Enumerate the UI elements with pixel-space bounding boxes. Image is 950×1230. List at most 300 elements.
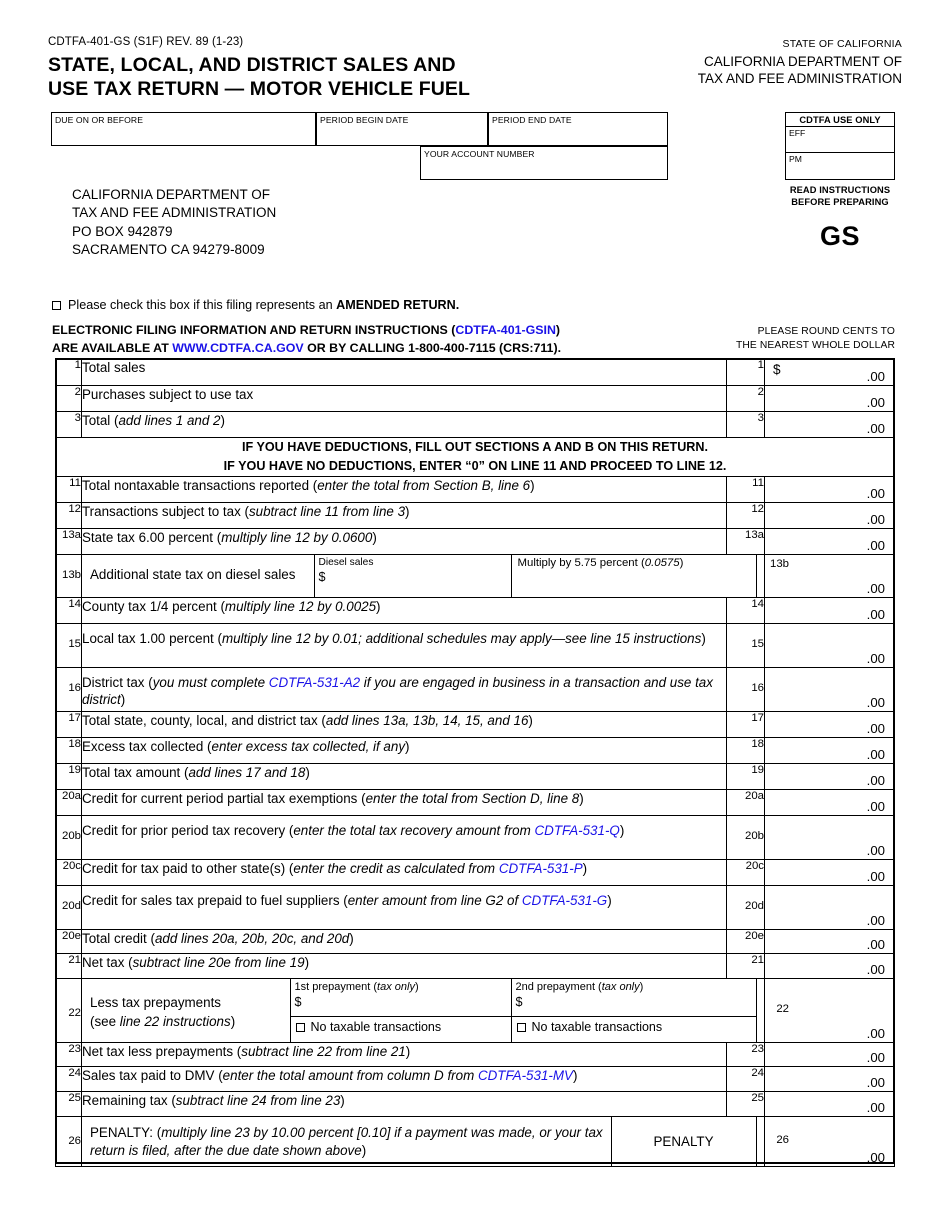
row-15-desc-a: Local tax 1.00 percent ( (82, 630, 222, 646)
row-19-desc-a: Total tax amount ( (82, 764, 189, 780)
efile-line-1 (52, 322, 561, 340)
electronic-filing-info (52, 322, 561, 358)
row-20c-cents: .00 (866, 868, 885, 884)
due-on-or-before-field[interactable] (51, 112, 316, 146)
row-22-no-taxable-2-cell[interactable] (511, 1017, 756, 1042)
table-row (56, 1042, 895, 1066)
row-14-cents: .00 (866, 606, 885, 622)
row-19-desc-i: add lines 17 and 18 (188, 764, 306, 780)
row-13a-desc-i: multiply line 12 by 0.0600 (221, 529, 373, 545)
row-20c-desc-link[interactable]: CDTFA-531-P (498, 860, 583, 876)
table-row (56, 359, 895, 386)
row-16-desc-link[interactable]: CDTFA-531-A2 (268, 674, 361, 690)
row-13b-diesel-label-text: Diesel sales (318, 556, 374, 568)
deductions-note-line-1: IF YOU HAVE DEDUCTIONS, FILL OUT SECTIONS A AND B ON THIS RETURN. (242, 440, 708, 454)
row-24-amount-field[interactable] (765, 1066, 895, 1091)
account-number-label: YOUR ACCOUNT NUMBER (424, 149, 535, 159)
address-line-4: SACRAMENTO CA 94279-8009 (72, 242, 265, 258)
table-row (56, 929, 895, 953)
row-17-description (82, 711, 727, 737)
row-16-desc-i2: if you are engaged in business in a transaction and use tax district (82, 674, 713, 708)
row-20e-desc-i: add lines 20a, 20b, 20c, and 20d (154, 930, 350, 946)
row-19-number: 19 (56, 763, 82, 789)
efile-l1-b: ) (555, 323, 561, 337)
efile-line-2 (52, 340, 561, 358)
no-taxable-transactions-label-1: No taxable transactions (310, 1020, 442, 1035)
row-15-description (82, 623, 727, 667)
row-20a-number: 20a (56, 789, 82, 815)
row-20e-number: 20e (56, 929, 82, 953)
row-14-amount-field[interactable] (765, 597, 895, 623)
table-row (56, 815, 895, 859)
efile-l2-b: OR BY CALLING 1-800-400-7115 (CRS:711). (303, 340, 562, 355)
row-19-amount-field[interactable] (765, 763, 895, 789)
row-11-desc-i: enter the total from Section B, line 6 (317, 477, 531, 493)
row-19-description (82, 763, 727, 789)
address-line-1: CALIFORNIA DEPARTMENT OF (72, 187, 271, 202)
row-13b-inner-table (82, 555, 794, 597)
row-22-p1-a: 1st prepayment ( (294, 980, 378, 993)
row-20c-desc-b: ) (582, 860, 588, 876)
row-15-desc-i: multiply line 12 by 0.01; additional schedules may apply—see line 15 instructions (221, 630, 702, 646)
table-row (56, 859, 895, 885)
row-22-desc-b-b: ) (230, 1014, 236, 1030)
row-20a-description (82, 789, 727, 815)
efile-l2-a: ARE AVAILABLE AT (52, 340, 173, 355)
table-row (56, 763, 895, 789)
table-row (56, 711, 895, 737)
table-row (56, 667, 895, 711)
pm-label: PM (789, 154, 802, 164)
row-25-number: 25 (56, 1091, 82, 1116)
row-26-lineref: 26 (756, 1117, 794, 1166)
row-13a-number: 13a (56, 528, 82, 554)
table-row (56, 789, 895, 815)
row-20d-amount-field[interactable] (765, 885, 895, 929)
row-24-desc-a: Sales tax paid to DMV ( (82, 1067, 223, 1083)
row-13b-mult-a: Multiply by 5.75 percent ( (517, 556, 645, 569)
row-13b-mult-i: 0.0575 (644, 556, 680, 569)
row-25-lineref: 25 (727, 1091, 765, 1116)
row-21-desc-i: subtract line 20e from line 19 (132, 954, 305, 970)
row-12-desc-b: ) (405, 503, 410, 519)
rounding-note (736, 325, 895, 353)
row-1-amount-field[interactable] (765, 359, 895, 386)
row-14-number: 14 (56, 597, 82, 623)
table-row (56, 476, 895, 502)
row-20c-desc-i1: enter the credit as calculated from (293, 860, 499, 876)
row-20b-amount-field[interactable] (765, 815, 895, 859)
row-20c-amount-field[interactable] (765, 859, 895, 885)
row-22-inner-table (82, 979, 794, 1042)
table-row (56, 412, 895, 438)
row-22-prepayment-2-label (512, 979, 756, 1010)
row-12-number: 12 (56, 502, 82, 528)
row-11-number: 11 (56, 476, 82, 502)
due-on-or-before-label: DUE ON OR BEFORE (55, 115, 144, 125)
row-25-amount-field[interactable] (765, 1091, 895, 1116)
row-20b-cents: .00 (866, 842, 885, 858)
row-20b-lineref: 20b (727, 815, 765, 859)
row-20b-desc-i1: enter the total tax recovery amount from (293, 822, 535, 838)
table-row (56, 737, 895, 763)
row-1-cents: .00 (866, 369, 885, 384)
row-20e-amount-field[interactable] (765, 929, 895, 953)
row-11-lineref: 11 (727, 476, 765, 502)
row-15-cents: .00 (866, 650, 885, 666)
row-22-composite-cell (82, 978, 789, 1042)
cdtfa-use-only-block (785, 112, 895, 252)
row-21-number: 21 (56, 953, 82, 978)
row-22-desc-b-a: (see (90, 1014, 120, 1030)
row-18-cents: .00 (866, 746, 885, 762)
row-13a-amount-field[interactable] (765, 528, 895, 554)
table-row (56, 554, 895, 597)
deductions-note-line-2: IF YOU HAVE NO DEDUCTIONS, ENTER “0” ON LINE 11 AND PROCEED TO LINE 12. (223, 458, 727, 473)
agency-block (698, 38, 902, 87)
row-16-description (82, 667, 727, 711)
address-line-3: PO BOX 942879 (72, 223, 173, 239)
row-20e-desc-a: Total credit ( (82, 930, 155, 946)
table-row (56, 502, 895, 528)
mailing-address (72, 186, 276, 260)
row-3-desc-i: add lines 1 and 2 (118, 413, 221, 428)
row-20a-cents: .00 (866, 798, 885, 814)
row-13b-multiplier-label (511, 555, 756, 597)
row-14-desc-a: County tax 1/4 percent ( (82, 598, 225, 614)
row-22-p2-i: tax only (601, 980, 640, 993)
row-20e-lineref: 20e (727, 929, 765, 953)
deductions-note (56, 438, 895, 477)
efile-l1-link[interactable]: CDTFA-401-GSIN (455, 323, 556, 337)
row-23-number: 23 (56, 1042, 82, 1066)
row-20a-desc-i: enter the total from Section D, line 8 (365, 790, 580, 806)
amended-return-row (52, 298, 459, 312)
row-22-cents: .00 (866, 1025, 885, 1041)
read-instructions-note (785, 185, 895, 208)
row-20d-lineref: 20d (727, 885, 765, 929)
row-20c-number: 20c (56, 859, 82, 885)
table-row (56, 1066, 895, 1091)
row-22-p2-a: 2nd prepayment ( (515, 980, 602, 993)
row-2-amount-field[interactable] (765, 386, 895, 412)
form-header (48, 36, 902, 102)
row-14-desc-b: ) (376, 598, 381, 614)
row-12-desc-a: Transactions subject to tax ( (82, 503, 249, 519)
row-20c-desc-a: Credit for tax paid to other state(s) ( (82, 860, 294, 876)
row-25-cents: .00 (866, 1099, 885, 1115)
row-12-desc-i: subtract line 11 from line 3 (248, 503, 406, 519)
row-2-cents: .00 (866, 395, 885, 410)
row-22-p2-b: ) (639, 980, 644, 993)
table-row (56, 623, 895, 667)
row-26-description (82, 1117, 611, 1166)
row-1-desc-text: Total sales (82, 360, 146, 375)
row-18-desc-b: ) (405, 738, 410, 754)
row-3-number: 3 (56, 412, 82, 438)
row-23-amount-field[interactable] (765, 1042, 895, 1066)
row-1-description (82, 359, 727, 386)
row-20d-description (82, 885, 727, 929)
row-15-lineref: 15 (727, 623, 765, 667)
row-18-description (82, 737, 727, 763)
table-row (56, 1091, 895, 1116)
row-26-amount-field[interactable] (765, 1116, 895, 1166)
row-23-lineref: 23 (727, 1042, 765, 1066)
eff-label: EFF (789, 128, 806, 138)
row-22-p1-dollar: $ (294, 994, 302, 1009)
efile-l1-a: ELECTRONIC FILING INFORMATION AND RETURN INSTRUCTIONS ( (52, 323, 456, 337)
row-12-description (82, 502, 727, 528)
row-21-cents: .00 (866, 961, 885, 977)
row-3-cents: .00 (866, 421, 885, 436)
state-of-california-label: STATE OF CALIFORNIA (782, 38, 902, 50)
row-12-cents: .00 (866, 511, 885, 527)
row-23-desc-i: subtract line 22 from line 21 (241, 1043, 406, 1059)
row-22-description (82, 979, 290, 1042)
row-20e-description (82, 929, 727, 953)
row-25-desc-i: subtract line 24 from line 23 (175, 1092, 341, 1108)
row-22-prepayment-1-label (291, 979, 511, 1010)
row-20d-desc-a: Credit for sales tax prepaid to fuel suppliers ( (82, 892, 348, 908)
account-number-field[interactable] (420, 146, 668, 180)
row-13a-desc-a: State tax 6.00 percent ( (82, 529, 222, 545)
row-22-amount-field[interactable] (765, 978, 895, 1042)
row-3-lineref: 3 (727, 412, 765, 438)
row-20d-desc-link[interactable]: CDTFA-531-G (521, 892, 608, 908)
row-16-number: 16 (56, 667, 82, 711)
row-23-description (82, 1042, 727, 1066)
row-3-desc-a: Total ( (82, 413, 119, 428)
row-22-number: 22 (56, 978, 82, 1042)
row-3-amount-field[interactable] (765, 412, 895, 438)
row-20a-desc-a: Credit for current period partial tax exemptions ( (82, 790, 366, 806)
row-25-desc-b: ) (340, 1092, 345, 1108)
table-row (56, 978, 895, 1042)
row-20c-lineref: 20c (727, 859, 765, 885)
table-row (56, 528, 895, 554)
row-20c-description (82, 859, 727, 885)
row-16-amount-field[interactable] (765, 667, 895, 711)
row-13b-composite-cell (82, 554, 789, 597)
row-13b-diesel-sales-field[interactable] (314, 555, 511, 597)
row-17-number: 17 (56, 711, 82, 737)
row-17-desc-b: ) (528, 712, 533, 728)
row-17-cents: .00 (866, 720, 885, 736)
period-end-date-field[interactable] (488, 112, 668, 146)
row-11-desc-a: Total nontaxable transactions reported ( (82, 477, 318, 493)
row-22-desc-b (90, 1012, 284, 1031)
row-26-penalty-label: PENALTY (611, 1117, 756, 1166)
row-24-desc-link[interactable]: CDTFA-531-MV (477, 1067, 573, 1083)
row-24-desc-i1: enter the total amount from column D from (222, 1067, 478, 1083)
row-15-number: 15 (56, 623, 82, 667)
title-line-1: STATE, LOCAL, AND DISTRICT SALES AND (48, 54, 456, 76)
row-20b-desc-link[interactable]: CDTFA-531-Q (534, 822, 620, 838)
row-19-cents: .00 (866, 772, 885, 788)
row-14-lineref: 14 (727, 597, 765, 623)
row-21-description (82, 953, 727, 978)
department-line-1: CALIFORNIA DEPARTMENT OF (703, 54, 902, 69)
row-2-description (82, 386, 727, 412)
row-22-p2-dollar: $ (515, 994, 523, 1009)
pm-field[interactable] (786, 153, 894, 179)
row-16-cents: .00 (866, 694, 885, 710)
row-18-amount-field[interactable] (765, 737, 895, 763)
row-13b-number: 13b (56, 554, 82, 597)
read-instructions-line-2: BEFORE PREPARING (791, 196, 889, 207)
tax-return-table (55, 358, 895, 1167)
row-19-lineref: 19 (727, 763, 765, 789)
cdtfa-use-only-title: CDTFA USE ONLY (786, 113, 894, 127)
row-22-desc-b-i: line 22 instructions (119, 1014, 231, 1030)
period-begin-date-label: PERIOD BEGIN DATE (320, 115, 409, 125)
row-24-cents: .00 (866, 1074, 885, 1090)
row-20b-description (82, 815, 727, 859)
cdtfa-use-only-box (785, 112, 895, 180)
row-22-prepayment-1-field[interactable] (290, 979, 511, 1017)
period-end-date-label: PERIOD END DATE (492, 115, 572, 125)
row-18-desc-i: enter excess tax collected, if any (211, 738, 406, 754)
row-16-desc-b: ) (120, 692, 126, 708)
row-15-desc-b: ) (701, 630, 706, 646)
row-13b-cents: .00 (866, 580, 885, 596)
row-20b-number: 20b (56, 815, 82, 859)
table-row (56, 953, 895, 978)
rounding-note-line-2: THE NEAREST WHOLE DOLLAR (736, 339, 895, 351)
table-row (56, 386, 895, 412)
rounding-note-line-1: PLEASE ROUND CENTS TO (757, 326, 895, 337)
eff-field[interactable] (786, 127, 894, 153)
row-3-desc-b: ) (220, 413, 225, 428)
row-20a-desc-b: ) (579, 790, 584, 806)
row-22-no-taxable-1-cell[interactable] (290, 1017, 511, 1042)
row-21-desc-a: Net tax ( (82, 954, 133, 970)
row-1-number: 1 (56, 359, 82, 386)
form-code-gs: GS (819, 221, 860, 252)
row-13a-lineref: 13a (727, 528, 765, 554)
row-20a-lineref: 20a (727, 789, 765, 815)
row-22-desc-a: Less tax prepayments (90, 994, 221, 1010)
row-18-number: 18 (56, 737, 82, 763)
amended-return-text-normal: Please check this box if this filing represents an (68, 298, 333, 312)
row-13b-description: Additional state tax on diesel sales (82, 555, 314, 597)
table-row (56, 1116, 895, 1166)
address-line-2: TAX AND FEE ADMINISTRATION (72, 205, 277, 221)
row-13b-mult-b: ) (679, 556, 684, 569)
row-20d-cents: .00 (866, 912, 885, 928)
row-12-amount-field[interactable] (765, 502, 895, 528)
no-taxable-transactions-checkbox-2[interactable] (517, 1023, 526, 1032)
row-2-lineref: 2 (727, 386, 765, 412)
row-13a-cents: .00 (866, 537, 885, 553)
row-13b-lineref: 13b (756, 555, 794, 597)
row-13b-amount-field[interactable] (765, 554, 895, 597)
row-26-desc-i: multiply line 23 by 10.00 percent [0.10] if a payment was made, or your tax return is filed, after the due date shown above (90, 1124, 603, 1158)
row-11-amount-field[interactable] (765, 476, 895, 502)
row-16-lineref: 16 (727, 667, 765, 711)
row-22-p1-i: tax only (377, 980, 415, 993)
row-26-desc-a: PENALTY: ( (90, 1124, 162, 1140)
amended-return-text (68, 298, 459, 312)
row-26-composite-cell (82, 1116, 789, 1166)
no-taxable-transactions-checkbox-1[interactable] (296, 1023, 305, 1032)
period-begin-date-field[interactable] (316, 112, 488, 146)
row-24-description (82, 1066, 727, 1091)
row-24-number: 24 (56, 1066, 82, 1091)
row-20e-desc-b: ) (349, 930, 354, 946)
row-16-desc-a: District tax ( (82, 674, 153, 690)
row-22-p1-b: ) (414, 980, 419, 993)
row-17-desc-i: add lines 13a, 13b, 14, 15, and 16 (325, 712, 529, 728)
row-16-desc-i1: you must complete (152, 674, 269, 690)
row-13a-description (82, 528, 727, 554)
row-22-lineref: 22 (756, 979, 794, 1042)
row-20d-number: 20d (56, 885, 82, 929)
row-17-desc-a: Total state, county, local, and district tax ( (82, 712, 326, 728)
row-20b-desc-a: Credit for prior period tax recovery ( (82, 822, 294, 838)
row-20e-cents: .00 (866, 936, 885, 952)
row-20b-desc-b: ) (619, 822, 625, 838)
row-21-amount-field[interactable] (765, 953, 895, 978)
row-14-desc-i: multiply line 12 by 0.0025 (224, 598, 377, 614)
row-26-inner-table (82, 1117, 794, 1166)
row-26-cents: .00 (866, 1149, 885, 1165)
row-1-lineref: 1 (727, 359, 765, 386)
row-21-lineref: 21 (727, 953, 765, 978)
no-taxable-transactions-label-2: No taxable transactions (531, 1020, 663, 1035)
row-11-description (82, 476, 727, 502)
department-name (698, 54, 902, 87)
row-2-number: 2 (56, 386, 82, 412)
row-23-desc-a: Net tax less prepayments ( (82, 1043, 242, 1059)
row-15-amount-field[interactable] (765, 623, 895, 667)
amended-return-text-bold: AMENDED RETURN. (336, 298, 460, 312)
row-19-desc-b: ) (305, 764, 310, 780)
row-17-amount-field[interactable] (765, 711, 895, 737)
row-20d-desc-i1: enter amount from line G2 of (347, 892, 522, 908)
read-instructions-line-1: READ INSTRUCTIONS (789, 185, 891, 195)
row-23-cents: .00 (866, 1049, 885, 1065)
row-13b-diesel-dollar: $ (318, 570, 326, 585)
row-1-dollar-sign: $ (773, 362, 781, 377)
row-20a-amount-field[interactable] (765, 789, 895, 815)
row-18-desc-a: Excess tax collected ( (82, 738, 212, 754)
deductions-note-row (56, 438, 895, 477)
form-number: CDTFA-401-GS (S1F) REV. 89 (1-23) (48, 36, 244, 48)
row-3-description (82, 412, 727, 438)
row-13b-diesel-label (315, 555, 511, 585)
amended-return-checkbox[interactable] (52, 301, 61, 310)
row-24-desc-b: ) (572, 1067, 578, 1083)
table-row (56, 597, 895, 623)
row-21-desc-b: ) (304, 954, 310, 970)
row-18-lineref: 18 (727, 737, 765, 763)
row-25-description (82, 1091, 727, 1116)
title-line-2: USE TAX RETURN — MOTOR VEHICLE FUEL (48, 77, 471, 100)
row-14-description (82, 597, 727, 623)
department-line-2: TAX AND FEE ADMINISTRATION (697, 70, 902, 86)
row-17-lineref: 17 (727, 711, 765, 737)
table-row (56, 885, 895, 929)
row-12-lineref: 12 (727, 502, 765, 528)
efile-l2-link[interactable]: WWW.CDTFA.CA.GOV (172, 340, 304, 355)
row-2-desc-text: Purchases subject to use tax (82, 387, 254, 402)
row-26-number: 26 (56, 1116, 82, 1166)
row-26-desc-b: ) (361, 1142, 367, 1158)
row-11-cents: .00 (866, 485, 885, 501)
row-22-prepayment-2-field[interactable] (511, 979, 756, 1017)
